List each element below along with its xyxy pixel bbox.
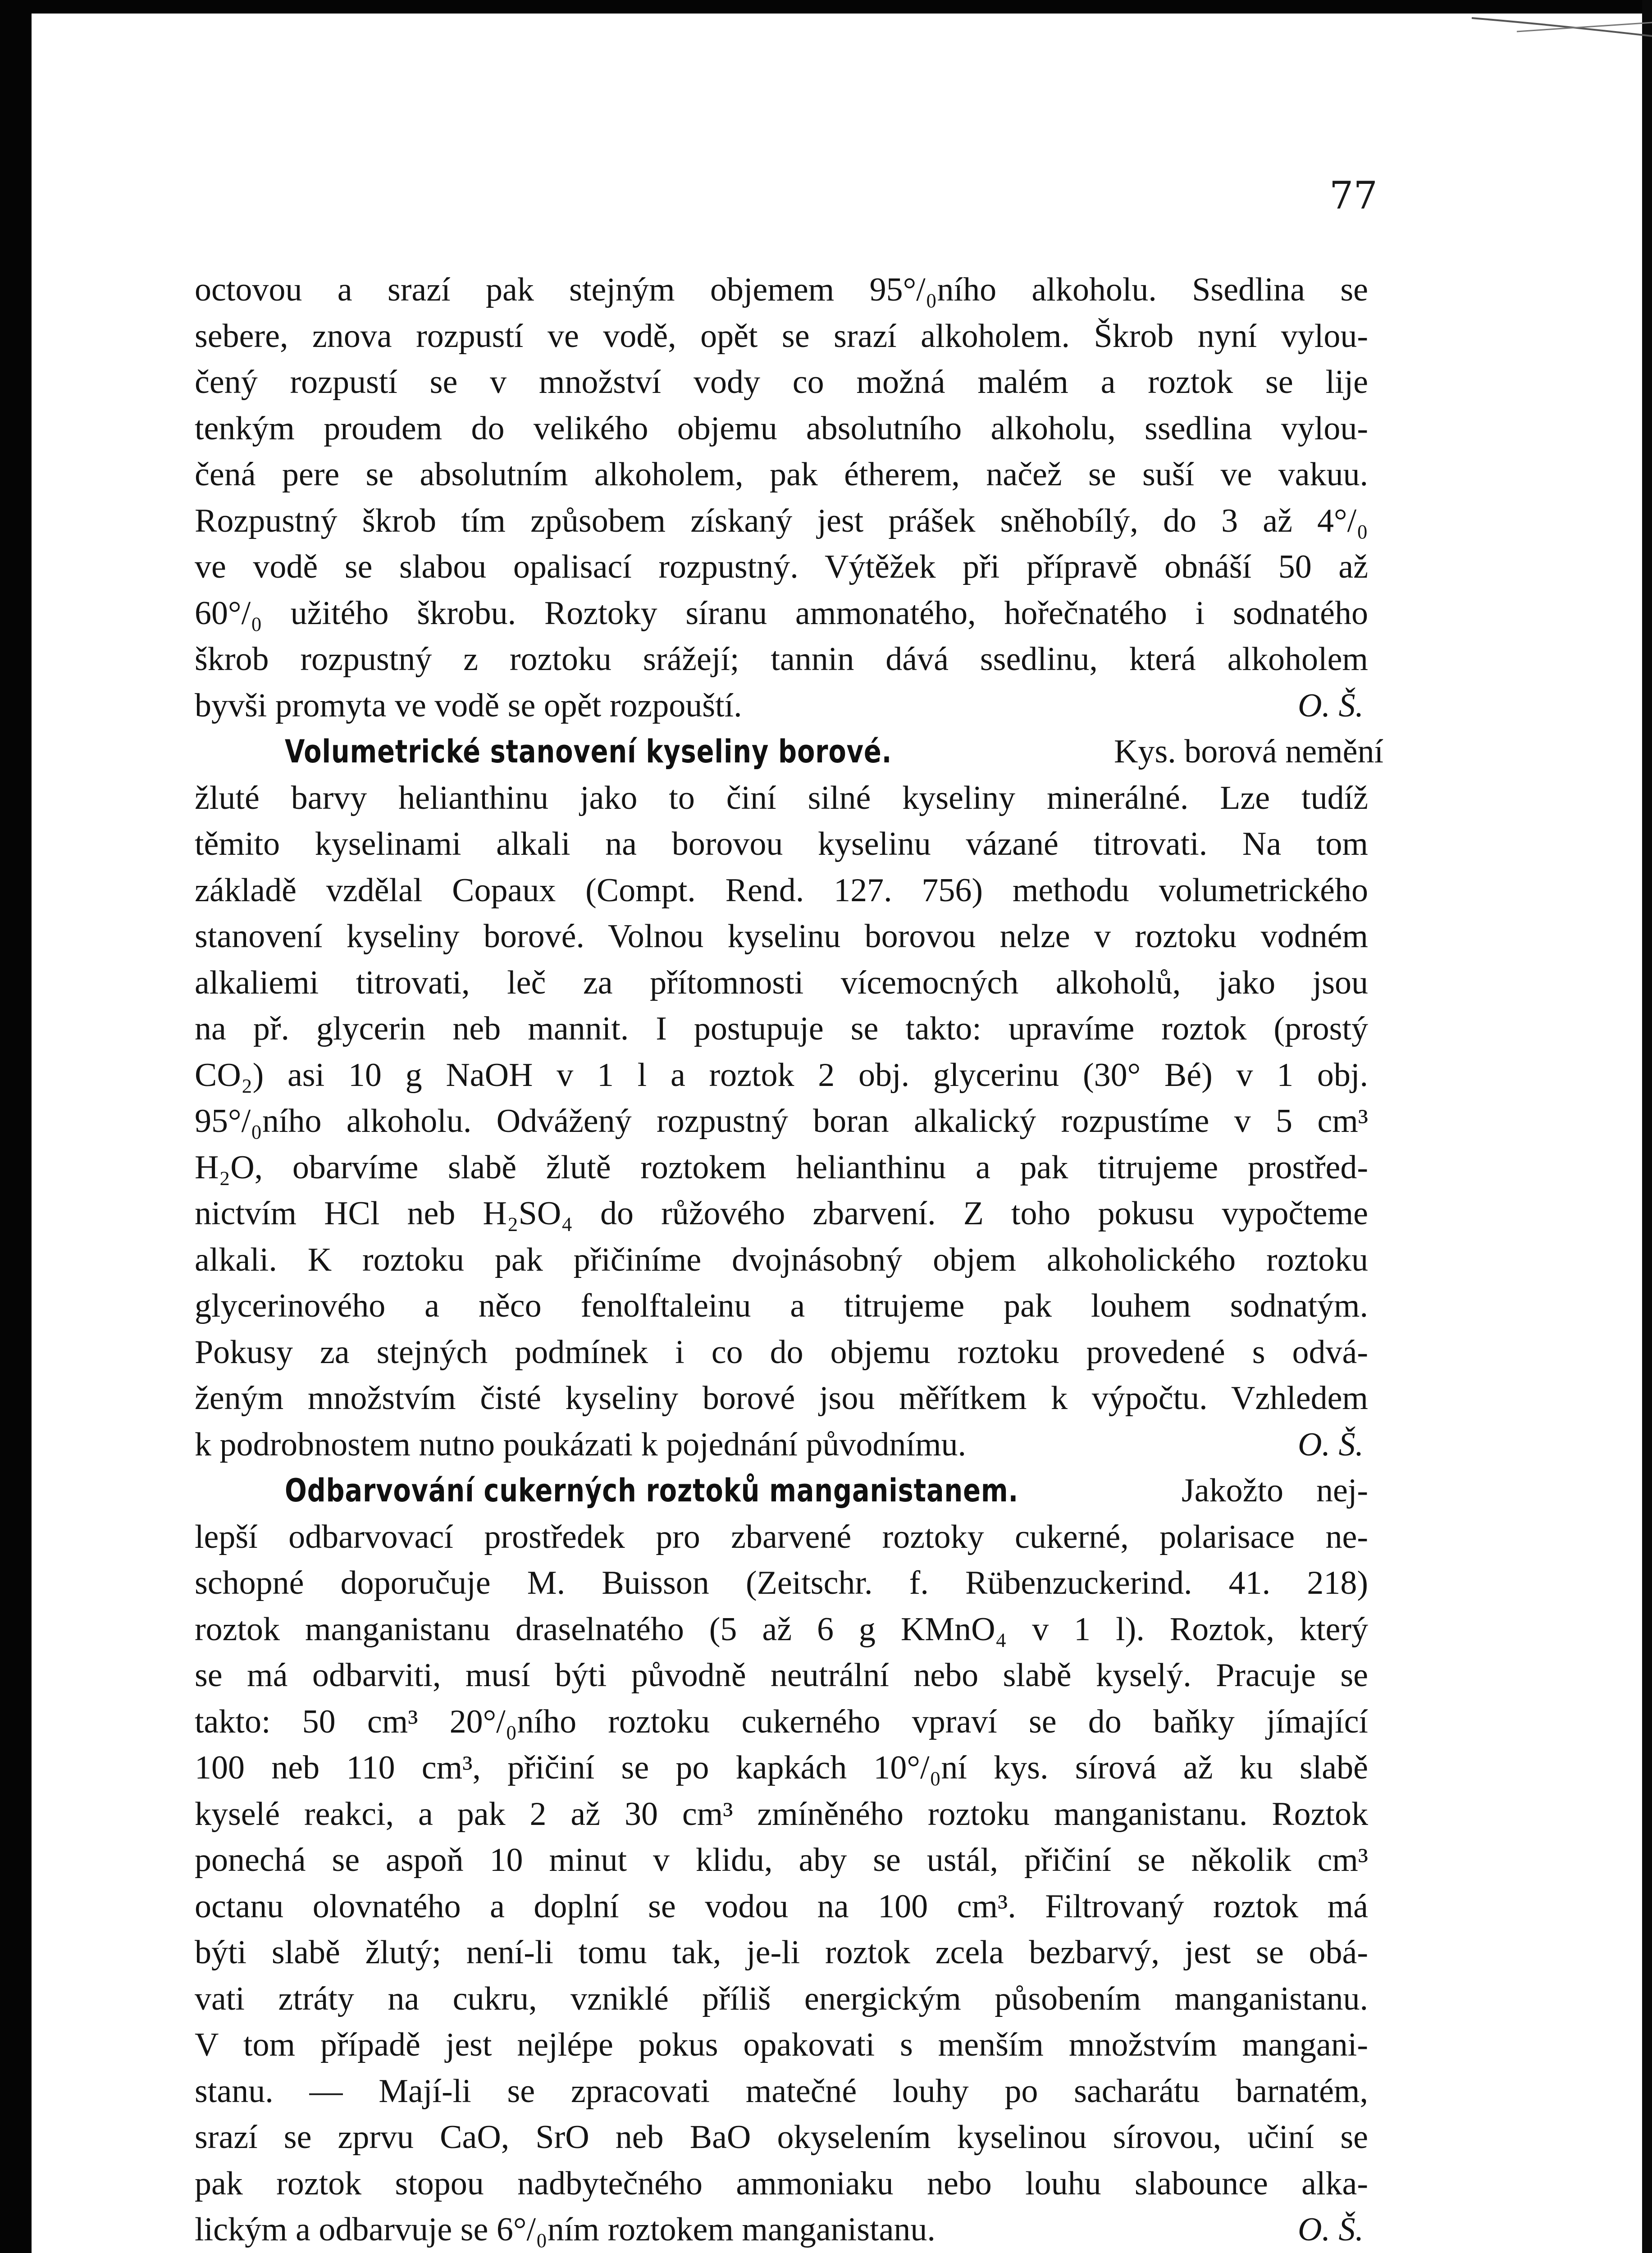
section-heading-line <box>195 1468 1368 1514</box>
text-line: těmito kyselinami alkali na borovou kyselinu vázané titrovati. Na tom <box>195 825 1368 862</box>
text-line: V tom případě jest nejlépe pokus opakovati s menším množstvím mangani- <box>195 2026 1368 2063</box>
text-line: tenkým proudem do velikého objemu absolutního alkoholu, ssedlina vylou- <box>195 410 1368 447</box>
text-line: Pokusy za stejných podmínek i co do objemu roztoku provedené s odvá- <box>195 1333 1368 1371</box>
text-line: alkaliemi titrovati, leč za přítomnosti vícemocných alkoholů, jako jsou <box>195 964 1368 1001</box>
text-line: 100 neb 110 cm³, přičiní se po kapkách 10°/₀ní kys. sírová až ku slabě <box>195 1749 1368 1786</box>
text-line: se má odbarviti, musí býti původně neutrální nebo slabě kyselý. Pracuje se <box>195 1657 1368 1694</box>
text-line: takto: 50 cm³ 20°/₀ního roztoku cukerného vpraví se do baňky jímající <box>195 1703 1368 1740</box>
text-line: ve vodě se slabou opalisací rozpustný. Výtěžek při přípravě obnáší 50 až <box>195 548 1368 585</box>
scan-border-top <box>0 0 1652 14</box>
section-heading: Volumetrické stanovení kyseliny borové. <box>285 733 892 770</box>
text-line: roztok manganistanu draselnatého (5 až 6 g KMnO₄ v 1 l). Roztok, který <box>195 1610 1368 1648</box>
author-signature: O. Š. <box>1298 2211 1364 2248</box>
text-line-with-signature <box>195 683 1368 729</box>
section-heading-line <box>195 729 1384 775</box>
text-line: kyselé reakci, a pak 2 až 30 cm³ zmíněného roztoku manganistanu. Roztok <box>195 1795 1368 1833</box>
text-line-with-signature <box>195 1422 1368 1468</box>
text-line: vati ztráty na cukru, vzniklé příliš energickým působením manganistanu. <box>195 1980 1368 2017</box>
text-line: pak roztok stopou nadbytečného ammoniaku nebo louhu slabounce alka- <box>195 2165 1368 2202</box>
text-line: ponechá se aspoň 10 minut v klidu, aby se ustál, přičiní se několik cm³ <box>195 1842 1368 1879</box>
author-signature: O. Š. <box>1298 1426 1364 1463</box>
text-line: čená pere se absolutním alkoholem, pak étherem, načež se suší ve vakuu. <box>195 456 1368 493</box>
text-line: lickým a odbarvuje se 6°/₀ním roztokem manganistanu. <box>195 2211 936 2248</box>
text-line: čený rozpustí se v množství vody co možná malém a roztok se lije <box>195 364 1368 401</box>
text-line: škrob rozpustný z roztoku srážejí; tannin dává ssedlinu, která alkoholem <box>195 641 1368 678</box>
text-line: Jakožto nej- <box>1182 1472 1368 1509</box>
text-line: alkali. K roztoku pak přičiníme dvojnásobný objem alkoholického roztoku <box>195 1241 1368 1278</box>
text-line: sebere, znova rozpustí ve vodě, opět se srazí alkoholem. Škrob nyní vylou- <box>195 317 1368 355</box>
text-line: k podrobnostem nutno poukázati k pojednání původnímu. <box>195 1426 967 1463</box>
text-line: byvši promyta ve vodě se opět rozpouští. <box>195 687 742 724</box>
text-line: stanu. — Mají-li se zpracovati matečné louhy po sacharátu barnatém, <box>195 2072 1368 2110</box>
text-line: octovou a srazí pak stejným objemem 95°/₀ního alkoholu. Ssedlina se <box>195 271 1368 308</box>
text-line: na př. glycerin neb mannit. I postupuje se takto: upravíme roztok (prostý <box>195 1010 1368 1047</box>
text-line: H₂O, obarvíme slabě žlutě roztokem helianthinu a pak titrujeme prostřed- <box>195 1149 1368 1186</box>
text-line-with-signature <box>195 2207 1368 2253</box>
text-line: býti slabě žlutý; není-li tomu tak, je-li roztok zcela bezbarvý, jest se obá- <box>195 1934 1368 1971</box>
text-line: ženým množstvím čisté kyseliny borové jsou měřítkem k výpočtu. Vzhledem <box>195 1380 1368 1417</box>
text-line: Rozpustný škrob tím způsobem získaný jest prášek sněhobílý, do 3 až 4°/₀ <box>195 502 1368 539</box>
text-line: octanu olovnatého a doplní se vodou na 100 cm³. Filtrovaný roztok má <box>195 1888 1368 1925</box>
text-line: nictvím HCl neb H₂SO₄ do růžového zbarvení. Z toho pokusu vypočteme <box>195 1195 1368 1232</box>
text-line: srazí se zprvu CaO, SrO neb BaO okyselením kyselinou sírovou, učiní se <box>195 2119 1368 2156</box>
page-number: 77 <box>1329 173 1378 218</box>
text-line: 60°/₀ užitého škrobu. Roztoky síranu ammonatého, hořečnatého i sodnatého <box>195 594 1368 632</box>
text-line: žluté barvy helianthinu jako to činí silné kyseliny minerálné. Lze tudíž <box>195 779 1368 816</box>
text-line: stanovení kyseliny borové. Volnou kyselinu borovou nelze v roztoku vodném <box>195 918 1368 955</box>
text-line: schopné doporučuje M. Buisson (Zeitschr. f. Rübenzuckerind. 41. 218) <box>195 1564 1368 1601</box>
text-line: glycerinového a něco fenolftaleinu a titrujeme pak louhem sodnatým. <box>195 1287 1368 1324</box>
text-line: CO₂) asi 10 g NaOH v 1 l a roztok 2 obj. glycerinu (30° Bé) v 1 obj. <box>195 1056 1368 1094</box>
scan-border-left <box>0 0 32 2253</box>
text-line: Kys. borová nemění <box>1114 733 1384 770</box>
author-signature: O. Š. <box>1298 687 1364 724</box>
text-line: 95°/₀ního alkoholu. Odvážený rozpustný boran alkalický rozpustíme v 5 cm³ <box>195 1103 1368 1140</box>
scan-border-right <box>1642 0 1652 2253</box>
text-line: základě vzdělal Copaux (Compt. Rend. 127. 756) methodu volumetrického <box>195 871 1368 909</box>
section-heading: Odbarvování cukerných roztoků manganistanem. <box>285 1472 1019 1509</box>
body-text <box>195 267 1384 2253</box>
page-corner-curl <box>1463 0 1652 54</box>
text-line: lepší odbarvovací prostředek pro zbarvené roztoky cukerné, polarisace ne- <box>195 1518 1368 1555</box>
